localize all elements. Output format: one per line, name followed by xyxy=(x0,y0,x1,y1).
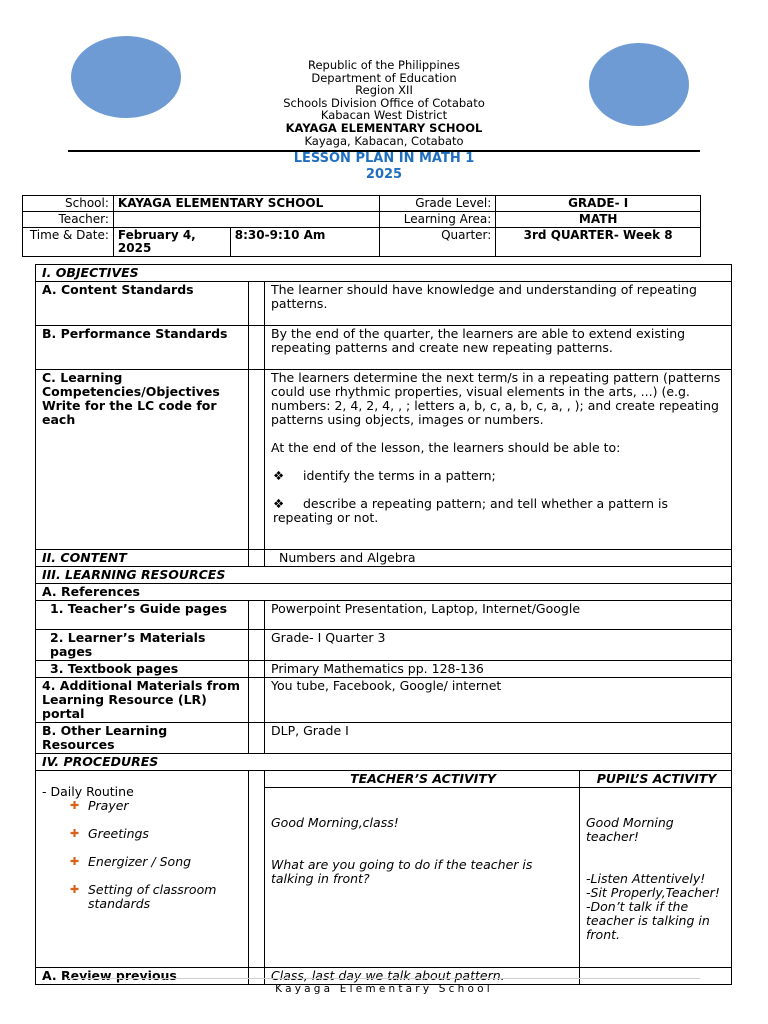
routine-item-label: Greetings xyxy=(88,826,149,841)
orange-cross-icon: ✚ xyxy=(70,855,80,868)
pupil-line: -Listen Attentively! xyxy=(586,871,706,886)
area-value: MATH xyxy=(496,212,701,228)
date-value: February 4, 2025 xyxy=(113,228,230,257)
tg-text: Powerpoint Presentation, Laptop, Internet/Google xyxy=(265,601,732,630)
letterhead-line: Republic of the Philippines xyxy=(307,58,461,72)
performance-standards-label: B. Performance Standards xyxy=(36,326,249,370)
school-name: KAYAGA ELEMENTARY SCHOOL xyxy=(285,120,483,135)
competencies-text: The learners determine the next term/s in a repeating pattern (patterns could use rhythmic properties, visual elements in the arts, ...) (e.g. numbers: 2, 4, 2, 4, , ; letters a, b, c, a, b, c, a, , ); and create repeating patterns using objects, images or numbers. xyxy=(271,370,721,427)
procedures-heading: IV. PROCEDURES xyxy=(36,754,732,771)
routine-item xyxy=(42,827,244,841)
routine-item xyxy=(42,799,244,813)
area-label: Learning Area: xyxy=(380,212,496,228)
objective-bullet xyxy=(271,497,727,525)
teacher-line: What are you going to do if the teacher is talking in front? xyxy=(271,857,533,886)
quarter-value: 3rd QUARTER- Week 8 xyxy=(496,228,701,257)
review-label: A. Review previous xyxy=(36,968,249,985)
objective-bullet xyxy=(271,469,727,483)
routine-item-label: Setting of classroom standards xyxy=(88,882,217,911)
routine-item-label: Energizer / Song xyxy=(88,854,192,869)
lesson-plan-table xyxy=(35,264,732,985)
school-label: School: xyxy=(23,196,114,212)
tb-text: Primary Mathematics pp. 128-136 xyxy=(265,661,732,678)
diamond-bullet-icon: ❖ xyxy=(273,496,285,511)
letterhead-line: Department of Education xyxy=(311,70,457,85)
school-logo-right xyxy=(589,43,689,126)
daily-routine-label: - Daily Routine xyxy=(42,784,134,799)
content-standards-label: A. Content Standards xyxy=(36,282,249,326)
tb-label: 3. Textbook pages xyxy=(36,661,249,678)
routine-item xyxy=(42,855,244,869)
lm-label: 2. Learner’s Materials pages xyxy=(36,630,249,661)
letterhead-line: Kabacan West District xyxy=(320,108,448,123)
grade-label: Grade Level: xyxy=(380,196,496,212)
routine-item xyxy=(42,883,244,911)
teacher-activity-cell xyxy=(265,788,580,968)
other-resources-text: DLP, Grade I xyxy=(265,723,732,754)
resources-heading: III. LEARNING RESOURCES xyxy=(36,567,732,584)
competencies-label: C. Learning Competencies/Objectives Write for the LC code for each xyxy=(36,370,249,550)
content-text: Numbers and Algebra xyxy=(265,550,732,567)
quarter-label: Quarter: xyxy=(380,228,496,257)
lm-text: Grade- I Quarter 3 xyxy=(265,630,732,661)
school-address: Kayaga, Kabacan, Cotabato xyxy=(304,133,464,148)
deped-logo-left xyxy=(71,36,181,118)
footer-divider xyxy=(68,978,700,979)
objective-bullet-text: identify the terms in a pattern; xyxy=(303,468,496,483)
content-standards-text: The learner should have knowledge and understanding of repeating patterns. xyxy=(265,282,732,326)
pupil-line: -Don’t talk if the teacher is talking in front. xyxy=(586,899,710,942)
orange-cross-icon: ✚ xyxy=(70,827,80,840)
page-footer: Kayaga Elementary School xyxy=(275,983,493,995)
review-text: Class, last day we talk about pattern. xyxy=(265,968,580,985)
grade-value: GRADE- I xyxy=(496,196,701,212)
pupil-line: -Sit Properly,Teacher! xyxy=(586,885,720,900)
teacher-activity-header: TEACHER’S ACTIVITY xyxy=(265,771,580,788)
objective-bullet-text: describe a repeating pattern; and tell whether a pattern is repeating or not. xyxy=(273,496,668,525)
title-line-2: 2025 xyxy=(365,167,403,182)
diamond-bullet-icon: ❖ xyxy=(273,468,285,483)
content-heading: II. CONTENT xyxy=(36,550,249,567)
time-label: Time & Date: xyxy=(23,228,114,257)
daily-routine-cell xyxy=(36,771,249,968)
additional-materials-label: 4. Additional Materials from Learning Resource (LR) portal xyxy=(36,678,249,723)
info-row-time xyxy=(23,228,701,257)
info-row-teacher xyxy=(23,212,701,228)
lesson-end-text: At the end of the lesson, the learners should be able to: xyxy=(271,440,621,455)
pupil-activity-header: PUPIL’S ACTIVITY xyxy=(580,771,732,788)
pupil-line: Good Morning teacher! xyxy=(586,815,674,844)
additional-materials-text: You tube, Facebook, Google/ internet xyxy=(265,678,732,723)
performance-standards-text: By the end of the quarter, the learners are able to extend existing repeating patterns and create new repeating patterns. xyxy=(265,326,732,370)
orange-cross-icon: ✚ xyxy=(70,883,80,896)
pupil-activity-cell xyxy=(580,788,732,968)
teacher-label: Teacher: xyxy=(23,212,114,228)
lesson-info-table xyxy=(22,195,701,257)
orange-cross-icon: ✚ xyxy=(70,799,80,812)
tg-label: 1. Teacher’s Guide pages xyxy=(36,601,249,630)
letterhead xyxy=(184,59,584,147)
routine-item-label: Prayer xyxy=(88,798,129,813)
teacher-line: Good Morning,class! xyxy=(271,815,399,830)
teacher-value xyxy=(113,212,380,228)
time-value: 8:30-9:10 Am xyxy=(230,228,380,257)
other-resources-label: B. Other Learning Resources xyxy=(36,723,249,754)
title-line-1: LESSON PLAN IN MATH 1 xyxy=(293,151,475,166)
objectives-heading: I. OBJECTIVES xyxy=(36,265,732,282)
info-row-school xyxy=(23,196,701,212)
letterhead-line: Schools Division Office of Cotabato xyxy=(283,95,485,110)
school-value: KAYAGA ELEMENTARY SCHOOL xyxy=(113,196,380,212)
document-title xyxy=(184,151,584,183)
references-label: A. References xyxy=(36,584,732,601)
competencies-cell xyxy=(265,370,732,550)
letterhead-line: Region XII xyxy=(355,83,413,98)
